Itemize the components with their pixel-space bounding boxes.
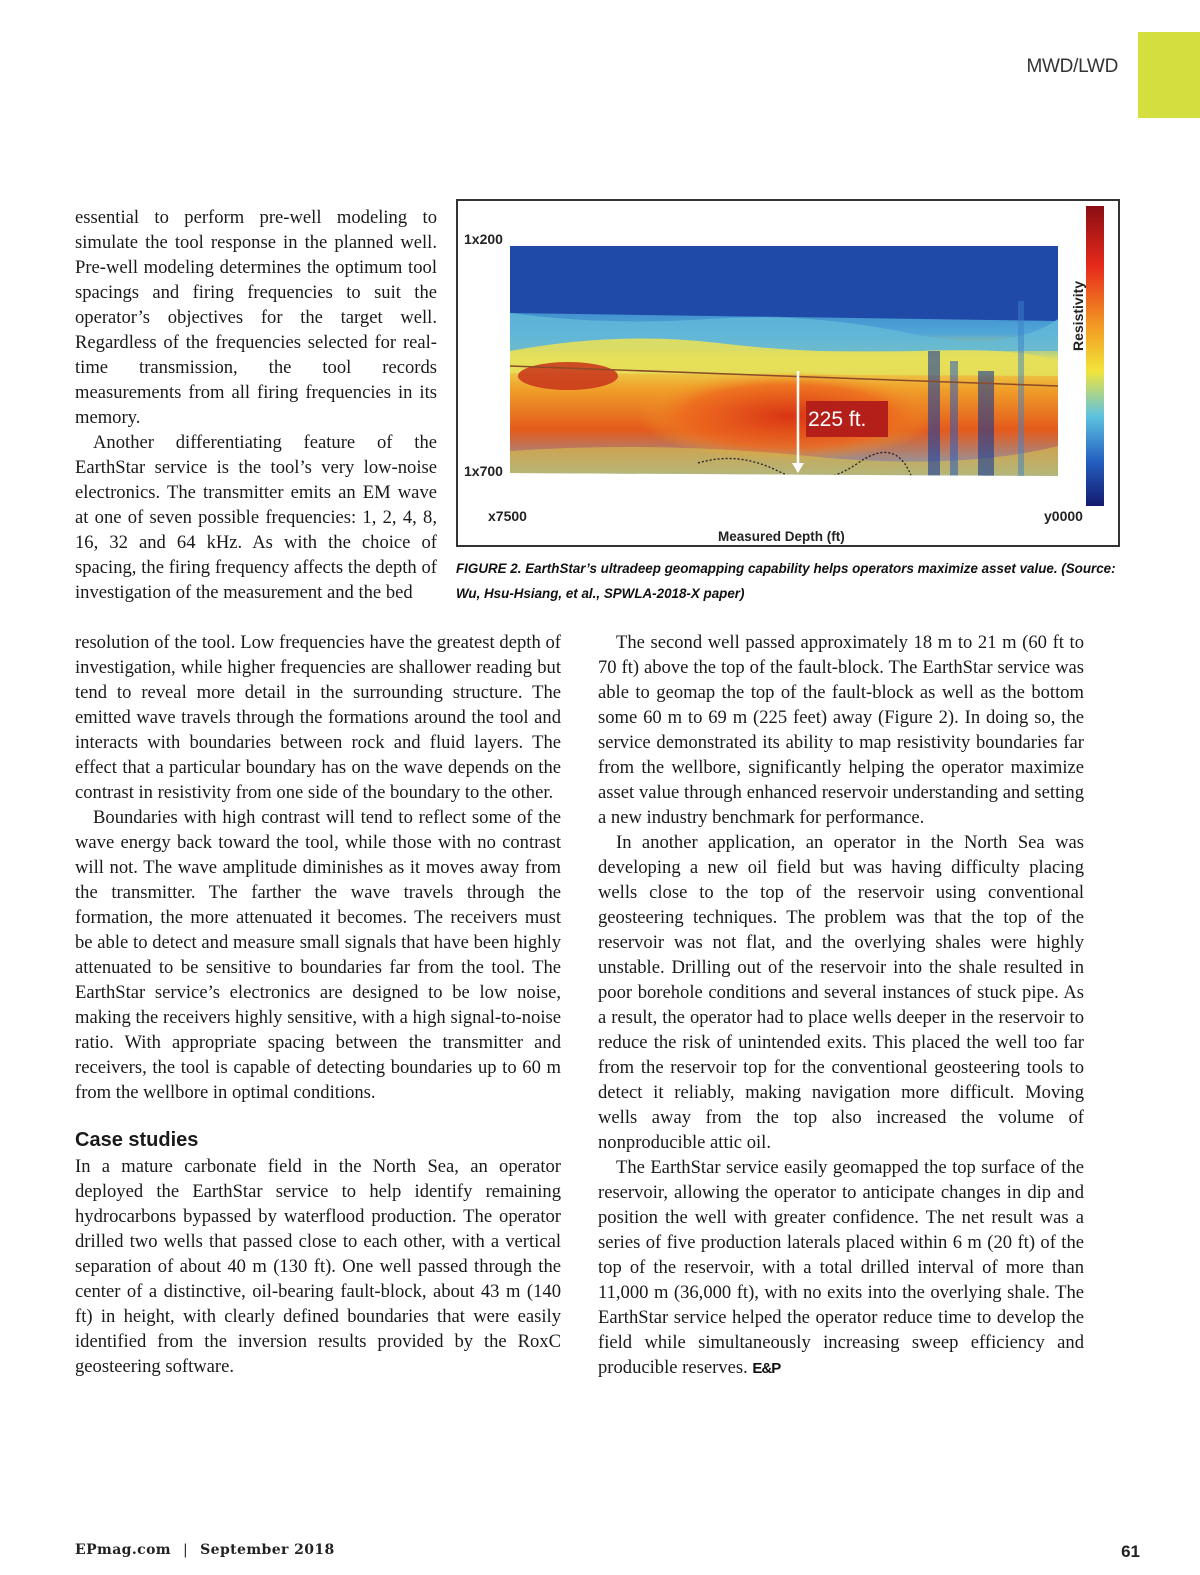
figure-caption-text: EarthStar’s ultradeep geomapping capability helps operators maximize asset value. (Source: Wu, Hsu-Hsiang, et al., SPWLA-2018-X paper) [456,561,1116,601]
article-column-left-top [75,205,437,605]
x-axis-title: Measured Depth (ft) [718,529,845,544]
x-axis-left-label: x7500 [488,508,527,524]
resistivity-figure [456,199,1120,547]
paragraph: In another application, an operator in the North Sea was developing a new oil field but was having difficulty placing wells close to the top of the reservoir using conventional geosteering techniques. The problem was that the top of the reservoir was not flat, and the overlying shales were highly unstable. Drilling out of the reservoir into the shale resulted in poor borehole conditions and several instances of stuck pipe. As a result, the operator had to place wells deeper in the reservoir to reduce the risk of unintended exits. This placed the well too far from the reservoir top for the conventional geosteering tools to detect it reliably, making navigation more difficult. Moving wells away from the top also increased the volume of nonproducible attic oil. [598,832,1084,1153]
paragraph: essential to perform pre-well modeling to simulate the tool response in the planned well. Pre-well modeling determines the optimum tool spacings and firing frequencies to suit the operator’s objectives for the target well. Regardless of the frequencies selected for real-time transmission, the tool records measurements from all firing frequencies in its memory. [75,207,437,428]
case-studies-heading: Case studies [75,1129,199,1151]
article-column-right [598,630,1084,1381]
paragraph: Boundaries with high contrast will tend to reflect some of the wave energy back toward the tool, while those with no contrast will not. The wave amplitude diminishes as it moves away from the transmitter. The farther the wave travels through the formation, the more attenuated it becomes. The receivers must be able to detect and measure small signals that have been highly attenuated to be sensitive to boundaries far from the tool. The EarthStar service’s electronics are designed to be low noise, making the receivers highly sensitive, with a high signal-to-noise ratio. With appropriate spacing between the transmitter and receivers, the tool is capable of detecting boundaries up to 60 m from the wellbore in optimal conditions. [75,807,561,1103]
resistivity-colorbar [1086,206,1104,506]
footer-separator: | [183,1542,189,1558]
distance-annotation: 225 ft. [808,408,867,431]
footer [75,1542,335,1558]
paragraph: Another differentiating feature of the EarthStar service is the tool’s very low-noise electronics. The transmitter emits an EM wave at one of seven possible frequencies: 1, 2, 4, 8, 16, 32 and 64 kHz. As with the choice of spacing, the firing frequency affects the depth of investigation of the measurement and the bed [75,432,437,603]
paragraph: In a mature carbonate field in the North Sea, an operator deployed the EarthStar service to help identify remaining hydrocarbons bypassed by waterflood production. The operator drilled two wells that passed close to each other, with a vertical separation of about 40 m (130 ft). One well passed through the center of a distinctive, oil-bearing fault-block, about 43 m (140 ft) in height, with clearly defined boundaries that were easily identified from the inversion results provided by the RoxC geosteering software. [75,1156,561,1377]
colorbar-label: Resistivity [1070,280,1086,351]
y-axis-top-label: 1x200 [464,231,503,247]
section-label: MWD/LWD [1026,56,1118,77]
paragraph-text: The EarthStar service easily geomapped the top surface of the reservoir, allowing the operator to anticipate changes in dip and position the well with greater confidence. The net result was a series of five production laterals placed within 6 m (20 ft) of the top of the reservoir, with a total drilled interval of more than 11,000 m (36,000 ft), with no exits into the overlying shale. The EarthStar service helped the operator reduce time to develop the field while simultaneously increasing sweep efficiency and producible reserves. [598,1157,1084,1378]
figure-caption-id: FIGURE 2. [456,561,522,576]
figure-caption [456,556,1126,606]
article-column-left [75,630,561,1379]
paragraph [598,1155,1084,1381]
footer-date: September 2018 [200,1542,335,1558]
ep-end-mark: E&P [752,1360,781,1377]
footer-site[interactable]: EPmag.com [75,1542,172,1558]
page-number: 61 [1121,1542,1140,1561]
x-axis-right-label: y0000 [1044,508,1083,524]
resistivity-plot [458,201,1118,545]
paragraph: resolution of the tool. Low frequencies have the greatest depth of investigation, while higher frequencies are shallower reading but tend to reveal more detail in the surrounding structure. The emitted wave travels through the formations around the tool and interacts with boundaries between rock and fluid layers. The effect that a particular boundary has on the wave depends on the contrast in resistivity from one side of the boundary to the other. [75,632,561,803]
y-axis-bottom-label: 1x700 [464,463,503,479]
section-color-tab [1138,32,1200,118]
paragraph: The second well passed approximately 18 m to 21 m (60 ft to 70 ft) above the top of the fault-block. The EarthStar service was able to geomap the top of the fault-block as well as the bottom some 60 m to 69 m (225 feet) away (Figure 2). In doing so, the service demonstrated its ability to map resistivity boundaries far from the wellbore, significantly helping the operator maximize asset value through enhanced reservoir understanding and setting a new industry benchmark for performance. [598,632,1084,828]
resistivity-image [510,246,1058,481]
